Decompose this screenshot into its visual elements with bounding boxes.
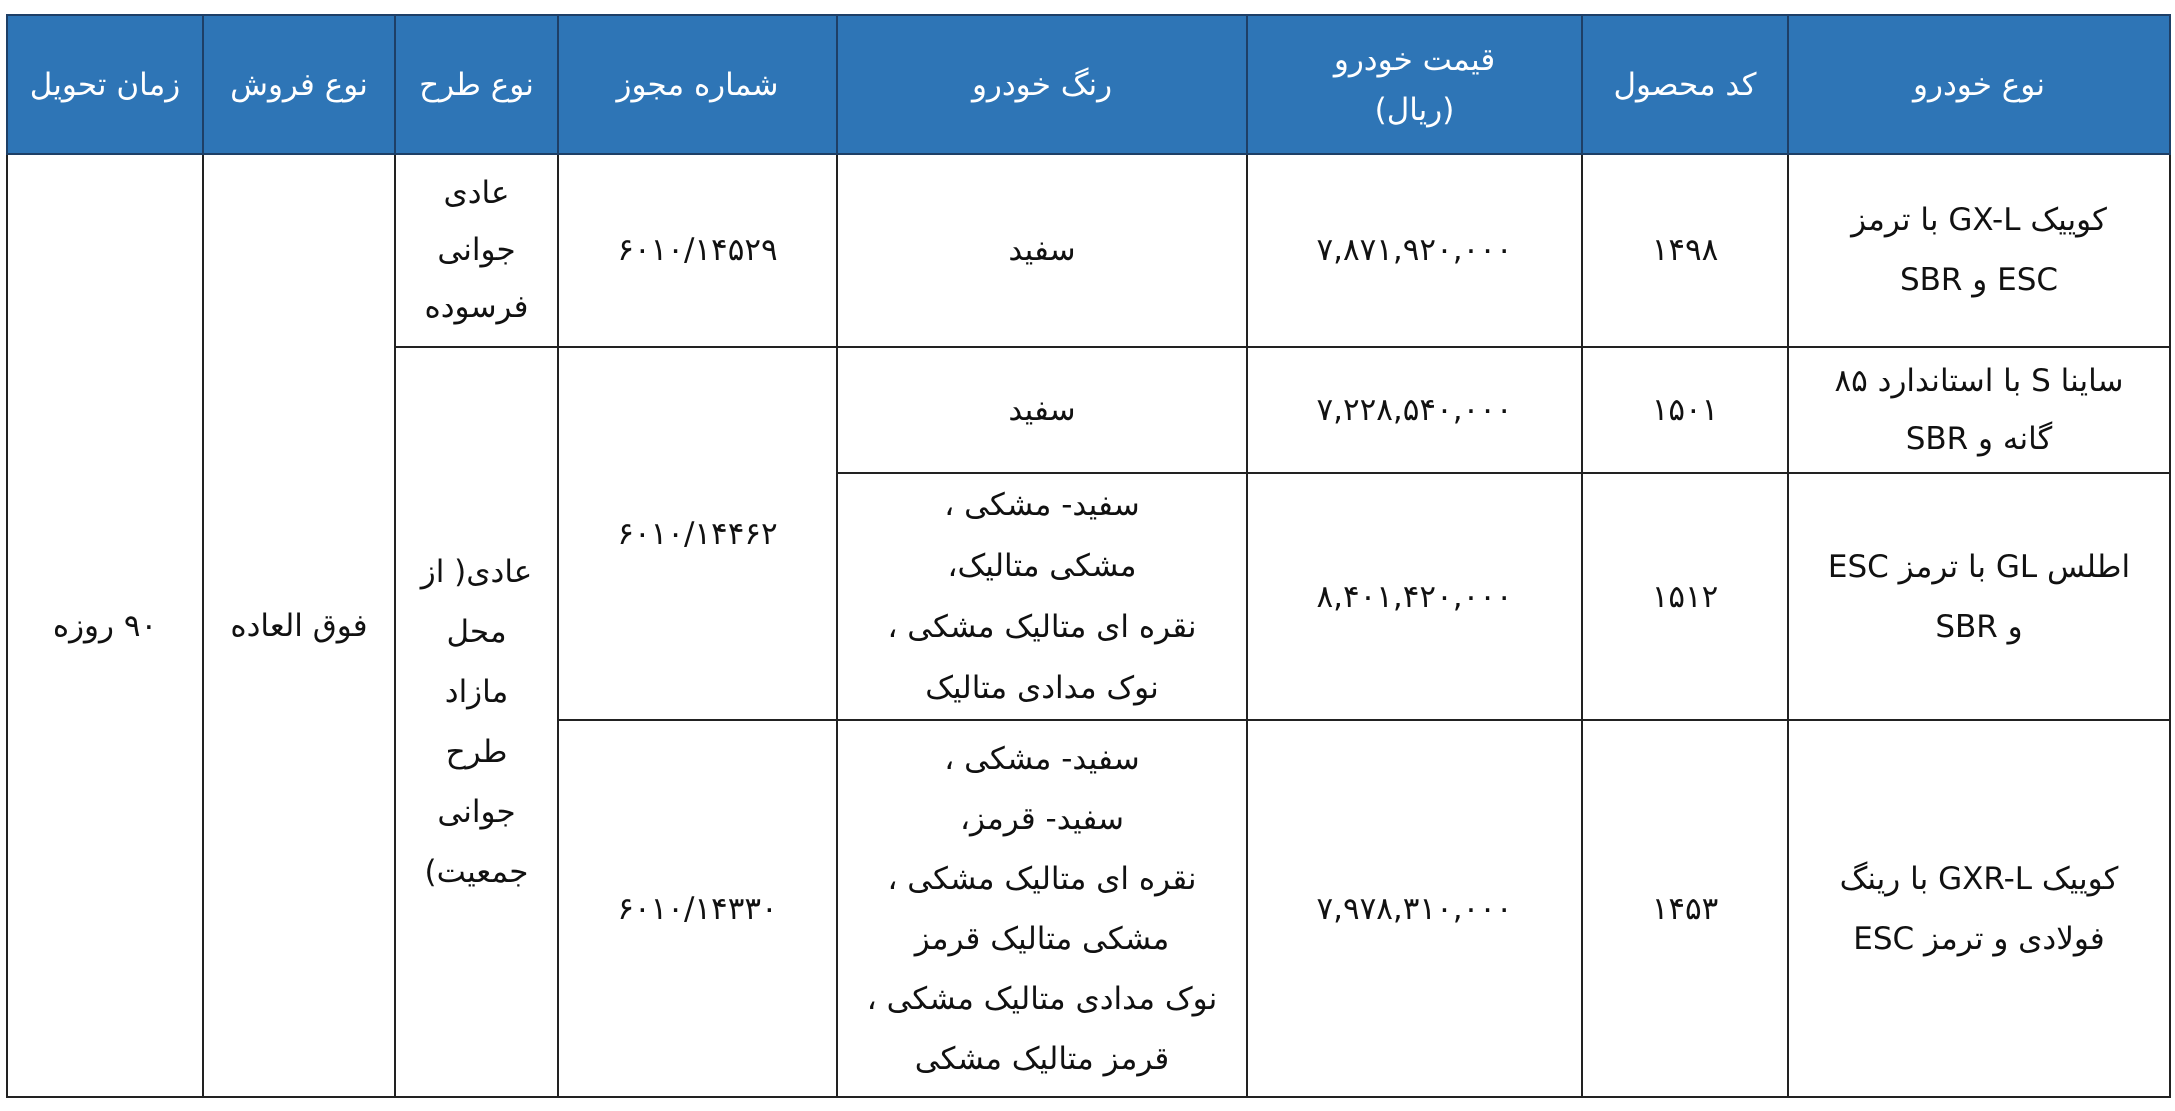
color-cell: سفید- مشکی ، سفید- قرمز، نقره ای متالیک مشکی ، مشکی متالیک قرمز نوک مدادی متالیک مشکی ، قرمز متالیک مشکی [837, 720, 1247, 1097]
car-type-cell: کوییک GXR-L با رینگ فولادی و ترمز ESC [1788, 720, 2170, 1097]
plan-type-cell: عادی( از محل مازاد طرح جوانی جمعیت) [395, 347, 558, 1097]
header-plan-type: نوع طرح [395, 15, 558, 154]
delivery-time-cell: ۹۰ روزه [7, 154, 203, 1097]
permit-number-cell: ۶۰۱۰/۱۴۵۲۹ [558, 154, 837, 347]
header-car-type: نوع خودرو [1788, 15, 2170, 154]
car-type-cell: ساینا S با استاندارد ۸۵ گانه و SBR [1788, 347, 2170, 474]
header-product-code: کد محصول [1582, 15, 1788, 154]
color-cell: سفید- مشکی ، مشکی متالیک، نقره ای متالیک مشکی ، نوک مدادی متالیک [837, 473, 1247, 720]
product-code-cell: ۱۴۹۸ [1582, 154, 1788, 347]
color-cell: سفید [837, 347, 1247, 474]
price-cell: ۷,۲۲۸,۵۴۰,۰۰۰ [1247, 347, 1582, 474]
price-cell: ۷,۹۷۸,۳۱۰,۰۰۰ [1247, 720, 1582, 1097]
table-header-row [7, 15, 2170, 154]
header-permit-number: شماره مجوز [558, 15, 837, 154]
color-cell: سفید [837, 154, 1247, 347]
header-sale-type: نوع فروش [203, 15, 395, 154]
header-price: قیمت خودرو (ریال) [1247, 15, 1582, 154]
table-row [7, 154, 2170, 347]
product-code-cell: ۱۵۱۲ [1582, 473, 1788, 720]
price-cell: ۸,۴۰۱,۴۲۰,۰۰۰ [1247, 473, 1582, 720]
car-price-table [6, 14, 2171, 1098]
car-type-cell: کوییک GX-L با ترمز ESC و SBR [1788, 154, 2170, 347]
product-code-cell: ۱۵۰۱ [1582, 347, 1788, 474]
price-cell: ۷,۸۷۱,۹۲۰,۰۰۰ [1247, 154, 1582, 347]
header-delivery-time: زمان تحویل [7, 15, 203, 154]
plan-type-cell: عادی جوانی فرسوده [395, 154, 558, 347]
permit-number-cell: ۶۰۱۰/۱۴۴۶۲ [558, 347, 837, 721]
car-type-cell: اطلس GL با ترمز ESC و SBR [1788, 473, 2170, 720]
product-code-cell: ۱۴۵۳ [1582, 720, 1788, 1097]
permit-number-cell: ۶۰۱۰/۱۴۳۳۰ [558, 720, 837, 1097]
header-color: رنگ خودرو [837, 15, 1247, 154]
sale-type-cell: فوق العاده [203, 154, 395, 1097]
